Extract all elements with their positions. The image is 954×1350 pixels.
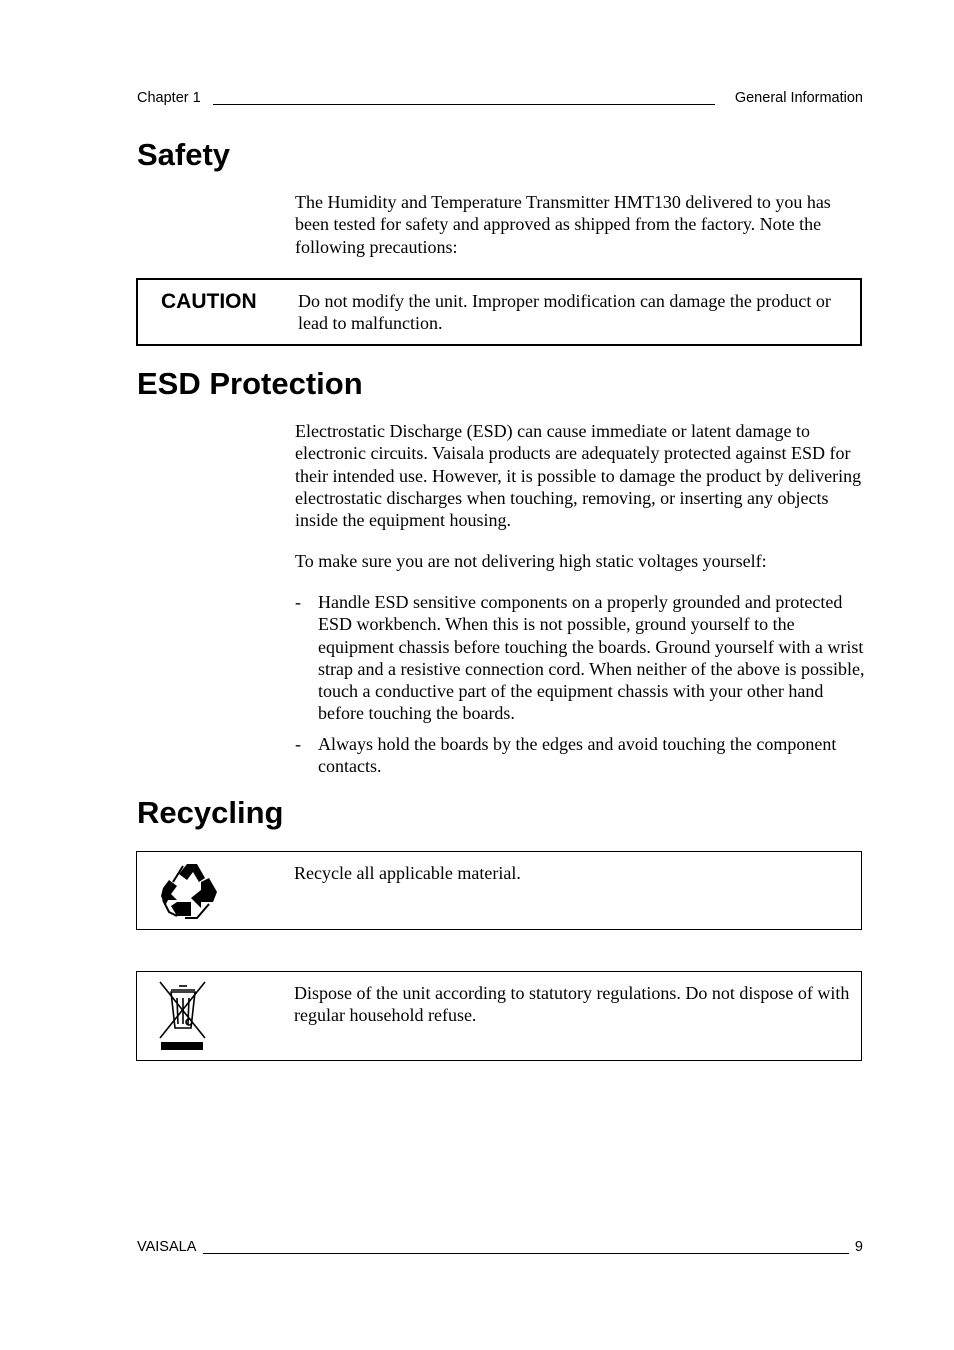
caution-label: CAUTION [161,290,257,313]
weee-box [136,971,862,1061]
safety-intro: The Humidity and Temperature Transmitter HMT130 delivered to you has been tested for safety and approved as shipped from the factory. Note the following precautions: [295,192,831,257]
list-item [295,733,867,778]
list-item-text: Handle ESD sensitive components on a properly grounded and protected ESD workbench. When this is not possible, ground yourself to the equipment chassis before touching the boards. Ground yourself with a wrist strap and a resistive connection cord. When neither of the above is possible, touch a conductive part of the equipment chassis with your other hand before touching the boards. [318,592,865,724]
recycle-text: Recycle all applicable material. [294,863,521,883]
footer-brand: VAISALA [137,1239,197,1255]
list-item-text: Always hold the boards by the edges and avoid touching the component contacts. [318,733,837,777]
header-rule [213,104,715,105]
bullet-dash: - [295,592,301,612]
crossed-bin-icon [157,980,209,1052]
caution-box [136,278,862,346]
page-header [137,90,863,110]
footer-rule [203,1253,849,1254]
safety-heading: Safety [137,137,231,172]
esd-list [295,591,867,785]
caution-text: Do not modify the unit. Improper modification can damage the product or lead to malfunction. [298,291,831,334]
bullet-dash: - [295,733,301,754]
recycling-heading: Recycling [137,795,284,830]
recycle-box [136,851,862,930]
recycle-icon [157,860,221,922]
page-number: 9 [854,1239,863,1255]
esd-instruction: To make sure you are not delivering high static voltages yourself: [295,551,767,571]
list-item [295,591,867,725]
page-footer [137,1239,863,1259]
header-section: General Information [734,90,863,106]
esd-heading: ESD Protection [137,366,363,401]
header-chapter: Chapter 1 [137,90,201,106]
esd-paragraph: Electrostatic Discharge (ESD) can cause immediate or latent damage to electronic circuits. Vaisala products are adequately protected against ESD for their intended use. However, it is possible to damage the product by delivering electrostatic discharges when touching, removing, or inserting any objects inside the equipment housing. [295,421,862,531]
weee-text: Dispose of the unit according to statutory regulations. Do not dispose of with regular household refuse. [294,983,850,1026]
